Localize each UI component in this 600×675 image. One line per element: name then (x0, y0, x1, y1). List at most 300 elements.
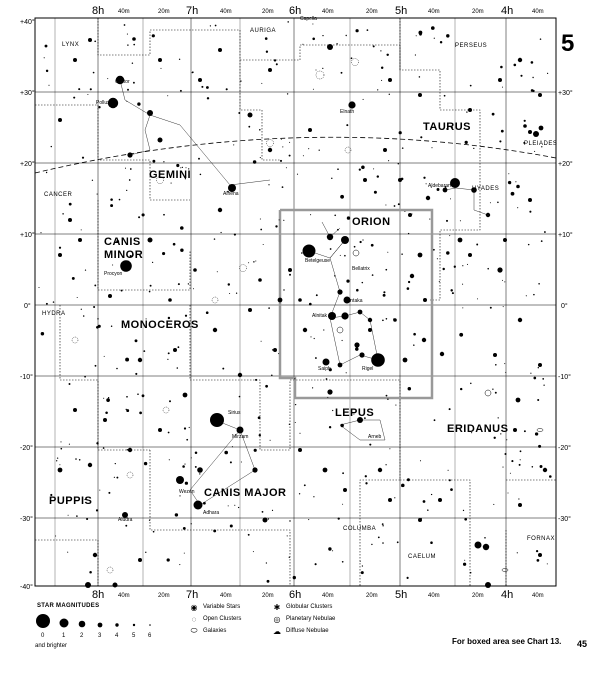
star (511, 192, 515, 196)
star (270, 440, 271, 441)
star (346, 372, 347, 373)
constellation-name-canis: CANIS (104, 236, 141, 248)
dec-label: -20° (558, 445, 571, 452)
star (128, 269, 129, 270)
star (53, 301, 54, 302)
star (144, 462, 147, 465)
star (261, 341, 262, 342)
star (124, 24, 126, 26)
star (135, 373, 137, 375)
star (540, 38, 542, 40)
star (179, 495, 180, 496)
star (371, 353, 385, 367)
star (371, 544, 372, 545)
star (438, 498, 442, 502)
star (222, 368, 224, 370)
magnitude-label: 1 (62, 633, 66, 639)
legend-item-label: Variable Stars (203, 604, 241, 610)
constellation-name-caelum: CAELUM (408, 554, 437, 560)
ra-minute-label: 40m (322, 593, 334, 599)
star (294, 378, 295, 379)
star (503, 238, 507, 242)
star (502, 467, 503, 468)
star (188, 283, 189, 284)
and-brighter-label: and brighter (35, 643, 68, 649)
star (419, 33, 422, 36)
star (99, 490, 100, 491)
star (367, 29, 369, 31)
star (195, 452, 198, 455)
star (108, 492, 110, 494)
star (162, 252, 165, 255)
star (448, 470, 449, 471)
star (346, 35, 347, 36)
dec-label: -30° (558, 516, 571, 523)
star-name-pollux: Pollux (96, 100, 110, 106)
open-cluster-icon: ◌ (191, 614, 197, 624)
star (210, 413, 224, 427)
star (540, 465, 543, 468)
star (58, 253, 62, 257)
star (520, 459, 521, 460)
star (45, 45, 48, 48)
star (361, 166, 365, 170)
star (387, 399, 388, 400)
star (528, 244, 529, 245)
star (450, 289, 452, 291)
star (152, 34, 155, 37)
star (442, 268, 444, 270)
star (230, 524, 233, 527)
star (463, 510, 464, 511)
star (346, 279, 349, 282)
star (44, 57, 45, 58)
ra-hour-label: 7h (186, 5, 199, 17)
star (495, 364, 497, 366)
star (328, 312, 336, 320)
star (347, 216, 350, 219)
star (210, 25, 211, 26)
star (433, 249, 435, 251)
star (434, 419, 436, 421)
star (149, 291, 151, 293)
star (215, 25, 217, 27)
star (129, 179, 131, 181)
star (179, 59, 180, 60)
star (266, 51, 268, 53)
star (378, 537, 380, 539)
dec-label: 0° (561, 303, 568, 310)
star (439, 281, 440, 282)
star (547, 73, 548, 74)
constellation-name-cancer: CANCER (44, 192, 73, 198)
planetary-nebula-icon: ◎ (273, 614, 281, 624)
star (319, 150, 320, 151)
star (46, 303, 48, 305)
star (169, 400, 171, 402)
star (289, 557, 290, 558)
star (217, 271, 218, 272)
star (271, 374, 273, 376)
ra-minute-label: 20m (158, 593, 170, 599)
constellation-names-major (49, 121, 508, 507)
star (298, 298, 302, 302)
star (274, 59, 276, 61)
star (381, 80, 382, 81)
magnitude-label: 2 (80, 633, 84, 639)
star (401, 178, 404, 181)
star (197, 504, 199, 506)
boxed-area-chart-13 (280, 210, 432, 398)
star (275, 225, 277, 227)
star (238, 112, 240, 114)
star (78, 88, 80, 90)
star (426, 183, 427, 184)
star (125, 168, 126, 169)
star (93, 72, 95, 74)
star (518, 503, 522, 507)
star (371, 244, 374, 247)
star (490, 307, 492, 309)
star-name-bellatrix: Bellatrix (352, 266, 370, 272)
star (323, 329, 324, 330)
boxed-area-note: For boxed area see Chart 13. (452, 637, 562, 646)
star (332, 550, 333, 551)
star (184, 427, 186, 429)
star (230, 461, 232, 463)
star (322, 35, 323, 36)
star (446, 34, 449, 37)
star (538, 363, 542, 367)
star (423, 177, 425, 179)
legend-object-types-1 (188, 601, 241, 637)
star (153, 531, 155, 533)
star (413, 344, 415, 346)
star (241, 461, 242, 462)
dec-label: +20° (20, 161, 35, 168)
star (383, 148, 387, 152)
star (460, 220, 461, 221)
star (452, 292, 454, 294)
star (142, 213, 145, 216)
star (278, 298, 283, 303)
star (430, 541, 433, 544)
star (504, 363, 505, 364)
star (467, 264, 468, 265)
star (328, 547, 331, 550)
star (48, 85, 49, 86)
star (437, 258, 438, 259)
star (289, 155, 291, 157)
star (520, 75, 522, 77)
star (354, 246, 356, 248)
ecliptic-line (35, 137, 556, 173)
star (342, 340, 343, 341)
star (502, 87, 503, 88)
magnitude-label: 6 (148, 633, 152, 639)
star (389, 80, 390, 81)
star (233, 144, 234, 145)
star (302, 44, 303, 45)
star (139, 412, 142, 415)
star (168, 432, 170, 434)
star (538, 367, 539, 368)
star (72, 277, 75, 280)
star (340, 255, 341, 256)
star (359, 169, 361, 171)
star (150, 285, 152, 287)
star (287, 93, 288, 94)
star (462, 284, 463, 285)
ra-minute-labels (118, 9, 544, 599)
constellation-name-fornax: FORNAX (527, 536, 556, 542)
star (389, 448, 390, 449)
star (143, 350, 145, 352)
star (68, 218, 72, 222)
star (220, 232, 221, 233)
star (533, 131, 539, 137)
star (55, 535, 56, 536)
star (69, 444, 70, 445)
star (105, 412, 108, 415)
star (484, 537, 486, 539)
star (286, 167, 287, 168)
star (111, 326, 112, 327)
star (126, 190, 127, 191)
ra-minute-label: 40m (220, 593, 232, 599)
ra-minute-label: 40m (118, 9, 130, 15)
star (494, 437, 496, 439)
star (431, 147, 432, 148)
star (476, 244, 478, 246)
star (386, 54, 388, 56)
star (387, 252, 388, 253)
star (524, 120, 526, 122)
ra-hour-label: 8h (92, 5, 105, 17)
star (462, 307, 463, 308)
star (119, 199, 121, 201)
star (293, 576, 296, 579)
star (168, 352, 170, 354)
star (253, 160, 256, 163)
star (356, 289, 359, 292)
magnitude-0-dot (36, 614, 50, 628)
dec-label: +40° (20, 19, 35, 26)
star (312, 38, 315, 41)
star (518, 318, 522, 322)
star (470, 572, 472, 574)
star (355, 347, 358, 350)
constellation-name-auriga: AURIGA (250, 28, 277, 34)
star (336, 43, 337, 44)
star (132, 37, 136, 41)
star (493, 504, 494, 505)
star (97, 318, 98, 319)
star (88, 38, 92, 42)
star (89, 571, 92, 574)
star (468, 108, 472, 112)
star (309, 303, 312, 306)
magnitude-3-dot (98, 623, 103, 628)
star (41, 332, 44, 335)
star (356, 29, 359, 32)
ra-hour-label: 6h (289, 5, 302, 17)
star-name-arneb: Arneb (368, 434, 382, 440)
legend-object-types-2 (271, 601, 335, 637)
star (312, 387, 313, 388)
star (359, 352, 364, 357)
star (238, 373, 242, 377)
star (173, 243, 176, 246)
star (198, 78, 202, 82)
star (450, 488, 453, 491)
star (386, 318, 388, 320)
star (173, 348, 177, 352)
dec-label: -10° (20, 374, 33, 381)
star (96, 509, 98, 511)
star (88, 463, 92, 467)
star (265, 37, 268, 40)
ra-hour-label: 7h (186, 589, 199, 601)
star (228, 505, 229, 506)
star (85, 582, 91, 588)
star (338, 518, 340, 520)
star (283, 220, 284, 221)
star (234, 234, 236, 236)
star (127, 89, 129, 91)
star (380, 50, 381, 51)
star (365, 482, 367, 484)
star (416, 35, 417, 36)
star (397, 541, 399, 543)
star (513, 428, 517, 432)
star (176, 164, 179, 167)
star (255, 260, 256, 261)
star (79, 459, 81, 461)
constellation-name-puppis: PUPPIS (49, 495, 93, 507)
star (167, 95, 168, 96)
star (341, 312, 348, 319)
star (267, 580, 270, 583)
star (398, 163, 399, 164)
star (206, 311, 209, 314)
dec-grid (35, 92, 556, 518)
star (537, 559, 540, 562)
star (450, 178, 460, 188)
ra-hour-label: 8h (92, 589, 105, 601)
star (192, 72, 193, 73)
star (193, 268, 197, 272)
star (135, 339, 138, 342)
star (378, 468, 382, 472)
ra-minute-label: 20m (472, 593, 484, 599)
constellation-name-lepus: LEPUS (335, 407, 375, 419)
star (254, 449, 257, 452)
star (248, 308, 252, 312)
star (531, 89, 534, 92)
ra-minute-label: 40m (428, 593, 440, 599)
star (56, 460, 57, 461)
star (524, 430, 526, 432)
star (289, 274, 291, 276)
star (418, 253, 423, 258)
star (149, 520, 150, 521)
star (337, 289, 342, 294)
star (473, 148, 474, 149)
star (186, 439, 188, 441)
star (401, 253, 403, 255)
star (67, 552, 68, 553)
star (69, 203, 72, 206)
star (408, 213, 412, 217)
star (282, 186, 284, 188)
star (344, 255, 346, 257)
dec-label: -10° (558, 374, 571, 381)
ra-hour-label: 4h (501, 5, 514, 17)
star (197, 467, 203, 473)
star (99, 326, 100, 327)
star (515, 181, 516, 182)
star (138, 216, 140, 218)
star (78, 238, 82, 242)
dec-label: -30° (20, 516, 33, 523)
star (363, 178, 367, 182)
star (440, 41, 442, 43)
star (77, 297, 78, 298)
star (297, 174, 298, 175)
star (418, 93, 422, 97)
star (158, 428, 162, 432)
star (84, 376, 86, 378)
star (268, 68, 272, 72)
star (281, 139, 282, 140)
legend-item (271, 613, 335, 625)
star (57, 457, 58, 458)
star (502, 280, 503, 281)
star (272, 349, 273, 350)
star (228, 283, 230, 285)
star (206, 86, 209, 89)
star (177, 346, 179, 348)
constellation-name-orion: ORION (352, 216, 391, 228)
star (372, 274, 374, 276)
star (213, 328, 217, 332)
star (46, 70, 48, 72)
star (419, 76, 421, 78)
star-name-rigel: Rigel (362, 366, 374, 372)
dec-label: -20° (20, 445, 33, 452)
star (260, 157, 261, 158)
star (96, 326, 99, 329)
star (407, 478, 410, 481)
star (312, 23, 313, 24)
star (127, 34, 128, 35)
star (82, 157, 84, 159)
star (449, 235, 450, 236)
ra-minute-label: 20m (262, 9, 274, 15)
star (549, 475, 552, 478)
star (518, 58, 522, 62)
star (248, 126, 250, 128)
star (420, 136, 422, 138)
star (498, 417, 499, 418)
star (519, 464, 521, 466)
star (534, 151, 535, 152)
star (59, 464, 60, 465)
star (351, 57, 353, 59)
star (408, 387, 411, 390)
star (487, 268, 489, 270)
